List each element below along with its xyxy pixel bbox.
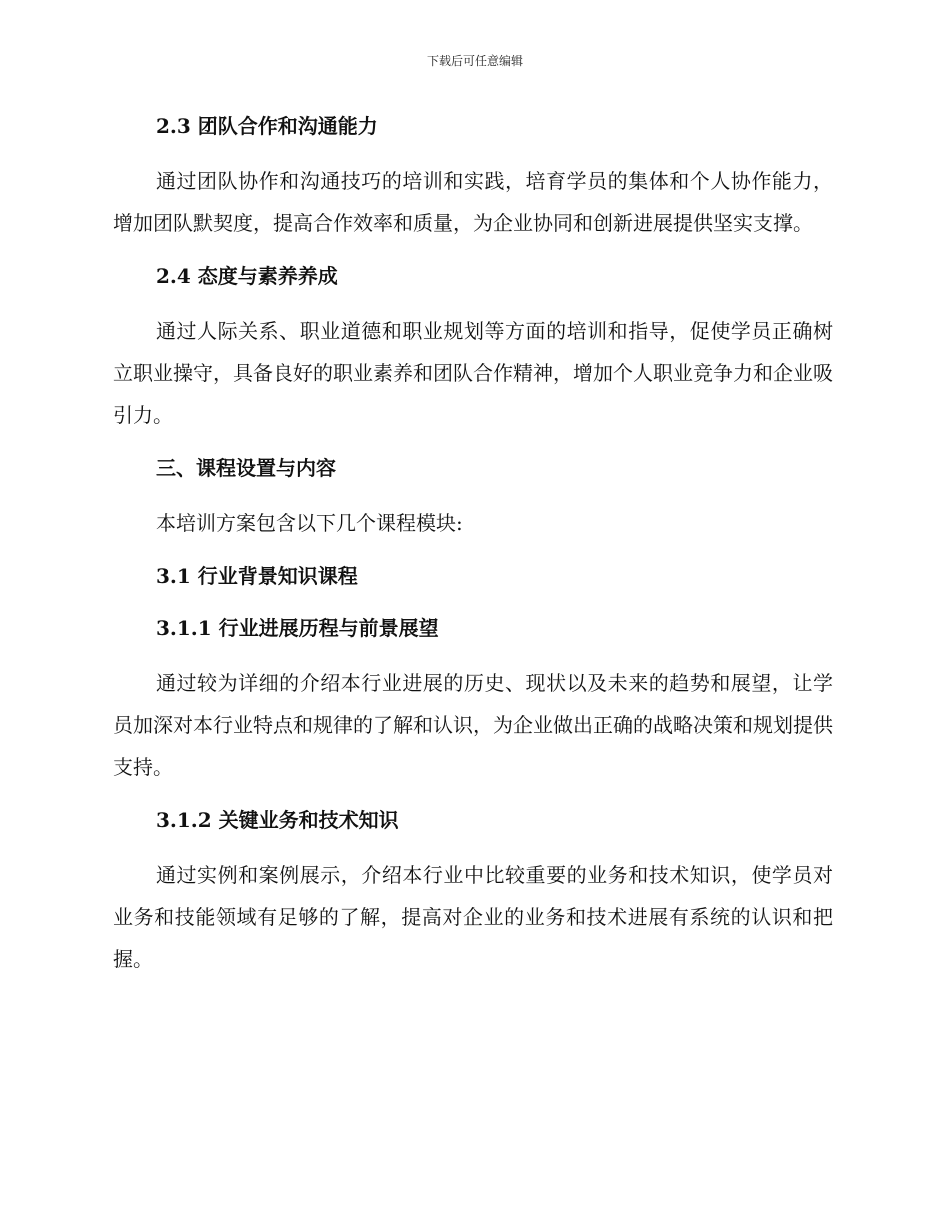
section-heading-3-1-2: 3.1.2 关键业务和技术知识 xyxy=(156,808,399,832)
section-heading-3-1: 3.1 行业背景知识课程 xyxy=(156,564,358,588)
section-heading-3: 三、课程设置与内容 xyxy=(156,456,336,480)
section-paragraph-2-3: 通过团队协作和沟通技巧的培训和实践，培育学员的集体和个人协作能力，增加团队默契度，提高合作效率和质量，为企业协同和创新进展提供坚实支撑。 xyxy=(113,169,833,235)
section-paragraph-3-1-2: 通过实例和案例展示，介绍本行业中比较重要的业务和技术知识，使学员对业务和技能领域有足够的了解，提高对企业的业务和技术进展有系统的认识和把握。 xyxy=(113,863,833,971)
document-body xyxy=(113,106,833,980)
section-paragraph-3-1-1: 通过较为详细的介绍本行业进展的历史、现状以及未来的趋势和展望，让学员加深对本行业特点和规律的了解和认识，为企业做出正确的战略决策和规划提供支持。 xyxy=(113,671,833,779)
section-heading-2-3: 2.3 团队合作和沟通能力 xyxy=(156,114,378,138)
section-paragraph-2-4: 通过人际关系、职业道德和职业规划等方面的培训和指导，促使学员正确树立职业操守，具备良好的职业素养和团队合作精神，增加个人职业竞争力和企业吸引力。 xyxy=(113,319,833,427)
page-header: 下载后可任意编辑 xyxy=(426,54,523,68)
section-paragraph-3: 本培训方案包含以下几个课程模块: xyxy=(156,511,463,535)
section-heading-3-1-1: 3.1.1 行业进展历程与前景展望 xyxy=(156,616,439,640)
section-heading-2-4: 2.4 态度与素养养成 xyxy=(156,264,338,288)
